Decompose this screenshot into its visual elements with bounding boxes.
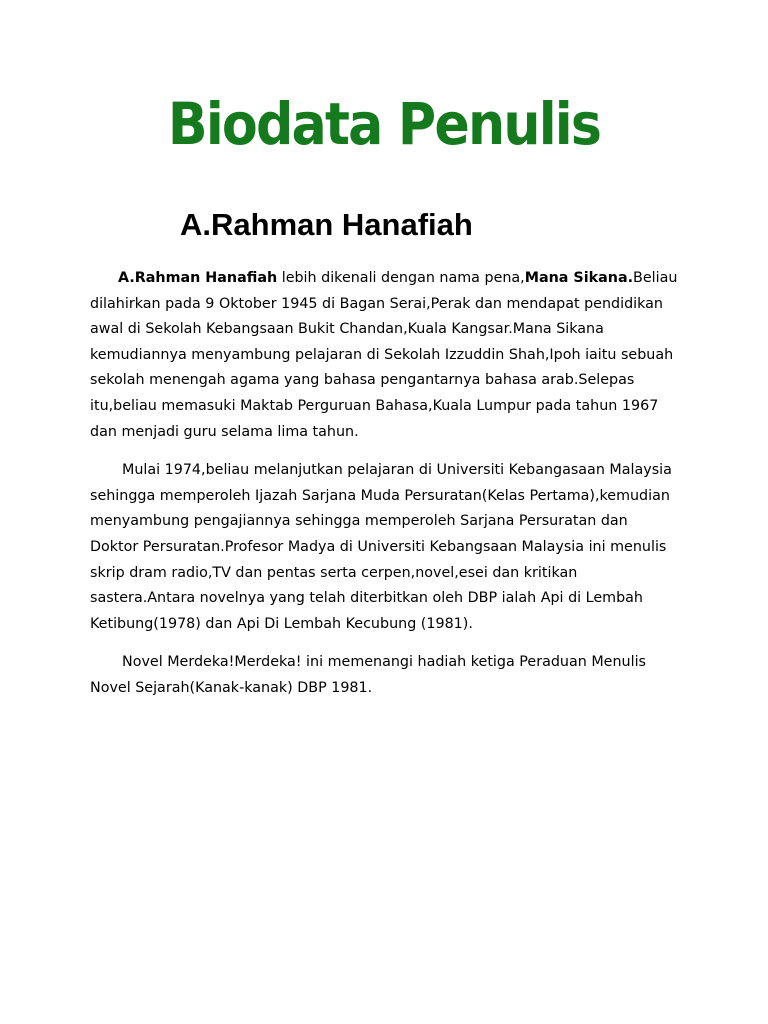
- paragraph-1-text-b: Beliau dilahirkan pada 9 Oktober 1945 di Bagan Serai,Perak dan mendapat pendidikan awal di Sekolah Kebangsaan Bukit Chandan,Kuala Kangsar.Mana Sikana kemudiannya menyambung pelajaran di Sekolah Izzuddin Shah,Ipoh iaitu sebuah sekolah menengah agama yang bahasa pengantarnya bahasa arab.Selepas itu,beliau memasuki Maktab Perguruan Bahasa,Kuala Lumpur pada tahun 1967 dan menjadi guru selama lima tahun.: [90, 270, 678, 440]
- biography-body: [90, 266, 680, 715]
- author-heading: A.Rahman Hanafiah: [180, 207, 473, 242]
- paragraph-1: [90, 266, 680, 445]
- pen-name-inline: Mana Sikana.: [524, 270, 634, 286]
- page-title: Biodata Penulis: [167, 90, 601, 158]
- paragraph-3: Novel Merdeka!Merdeka! ini memenangi hadiah ketiga Peraduan Menulis Novel Sejarah(Kanak-kanak) DBP 1981.: [90, 654, 646, 696]
- author-name-inline: A.Rahman Hanafiah: [118, 270, 278, 286]
- paragraph-1-text-a: lebih dikenali dengan nama pena,: [277, 270, 525, 286]
- paragraph-2: Mulai 1974,beliau melanjutkan pelajaran di Universiti Kebangasaan Malaysia sehingga memperoleh Ijazah Sarjana Muda Persuratan(Kelas Pertama),kemudian menyambung pengajiannya sehingga memperoleh Sarjana Persuratan dan Doktor Persuratan.Profesor Madya di Universiti Kebangsaan Malaysia ini menulis skrip dram radio,TV dan pentas serta cerpen,novel,esei dan kritikan sastera.Antara novelnya yang telah diterbitkan oleh DBP ialah Api di Lembah Ketibung(1978) dan Api Di Lembah Kecubung (1981).: [90, 462, 672, 632]
